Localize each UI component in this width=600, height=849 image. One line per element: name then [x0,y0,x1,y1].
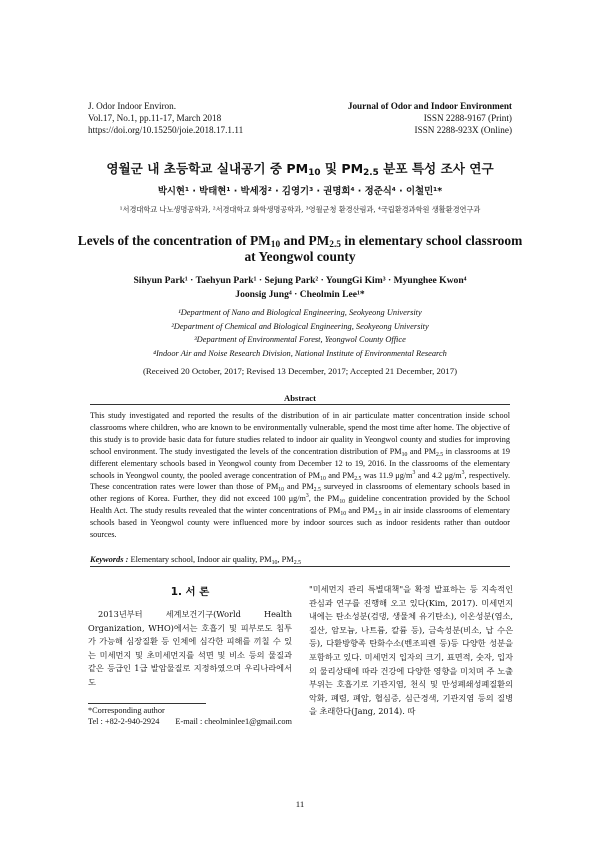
journal-header-right [348,100,512,136]
page-number: 11 [295,799,305,809]
footnote-label: *Corresponding author [88,706,165,715]
korean-affiliations: ¹서경대학교 나노생명공학과, ²서경대학교 화학생명공학과, ³영월군청 환경산림과, ⁴국립환경과학원 생활환경연구과 [119,205,481,214]
english-affiliations [60,306,540,360]
affiliation: ⁴Indoor Air and Noise Research Division, National Institute of Environmental Research [153,348,447,358]
footnote-rule [88,703,206,704]
abstract-body: This study investigated and reported the results of the distribution of in air particulate matter concentration inside school classrooms where children, who are known to be environmentally vulnerable, spend the most time after home. The objective of this study is to provide basic data for future studies related to indoor air quality in Yeongwol county and studies for improving school environment. The study investigated the levels of the concentration distribution of $PM_{10}$ and $PM_{2.5}$ in classrooms at 19 different elementary schools based in Yeongwol county from December 12 to 19, 2016. In the classrooms of the elementary schools in Yeongwol county, the pooled average concentration of $PM_{10}$ and $PM_{2.5}$ was 11.9 $\mu g/m^3$ and 4.2 $\mu g/m^3$, respectively. These concentration rates were lower than those of $PM_{10}$ and $PM_{2.5}$ surveyed in classrooms of elementary schools based in other regions of Korea. Further, they did not exceed 100 $\mu g/m^3$, the $PM_{10}$ guideline concentration provided by the School Health Act. The study results revealed that the winter concentrations of $PM_{10}$ and $PM_{2.5}$ in air inside classrooms of elementary schools based in Yeongwol county were influenced more by indoor sources such as indoor residents rather than outdoor sources. [90,411,511,540]
intro-right-column: "미세먼지 관리 특별대책"을 확정 발표하는 등 지속적인 관심과 연구를 진행해 오고 있다(Kim, 2017). 미세먼지 내에는 탄소성분(검댕, 생물체 유기탄소), 이온성분(염소, 질산, 암모늄, 나트륨, 칼륨 등), 금속성분(비소, 납 수은 등), 다환방향족 탄화수소(벤조피렌 등)등 다양한 성분을 포함하고 있다. 미세먼지 입자의 크기, 표면적, 숫자, 입자의 물리상태에 따라 건강에 다양한 영향을 미치며 주 노출부위는 호흡기로 기관지염, 천식 및 만성폐쇄성폐질환의 악화, 폐렴, 폐암, 협심증, 심근경색, 기관지염 등의 질병을 초래한다(Jang, 2014). 따 [309,584,513,717]
korean-title: 영월군 내 초등학교 실내공기 중 $PM_{10}$ 및 $PM_{2.5}$ 분포 특성 조사 연구 [106,161,494,178]
section-title-introduction: 1. 서 론 [170,586,210,598]
affiliation: ²Department of Chemical and Biological Engineering, Seokyeong University [171,321,429,331]
footnote-tel: Tel : +82-2-940-2924 [88,716,160,726]
issn-online: ISSN 2288-923X (Online) [414,125,512,135]
issn-print: ISSN 2288-9167 (Print) [423,113,512,123]
affiliation: ³Department of Environmental Forest, Yeongwol County Office [194,335,406,345]
abstract-top-rule [90,404,510,405]
abstract-bottom-rule [90,566,510,567]
journal-name: Journal of Odor and Indoor Environment [347,101,512,111]
intro-left-column: 2013년부터 세계보건기구(World Health Organization, WHO)에서는 호흡기 및 피부로도 침투가 가능해 심장질환 등 인체에 심각한 피해를 끼칠 수 있는 미세먼지 및 초미세먼지를 석면 및 비소 등의 물질과 같은 등급인 1급 발암물질로 지정하였으며 우리나라에서도 [88,609,292,687]
english-authors: Sihyun Park¹ · Taehyun Park¹ · Sejung Park² · YoungGi Kim³ · Myunghee Kwon⁴ Joonsig Jung⁴ · Cheolmin Lee¹* [133,275,467,300]
korean-authors: 박시현¹ · 박태현¹ · 박세정² · 김영기³ · 권명희⁴ · 정준식⁴ · 이철민¹* [157,186,443,197]
corresponding-author-footnote [88,706,303,727]
doi-link[interactable]: https://doi.org/10.15250/joie.2018.17.1.11 [88,125,244,135]
english-title: Levels of the concentration of $PM_{10}$ and $PM_{2.5}$ in elementary school classroom at Yeongwol county [77,233,523,264]
keywords: Keywords : Elementary school, Indoor air quality, $PM_{10}$, $PM_{2.5}$ [90,555,302,566]
journal-header-left [88,100,243,136]
abstract-heading: Abstract [284,393,316,403]
received-dates: (Received 20 October, 2017; Revised 13 December, 2017; Accepted 21 December, 2017) [142,366,458,376]
footnote-email[interactable]: E-mail : cheolminlee1@gmail.com [175,716,293,726]
journal-abbrev: J. Odor Indoor Environ. [88,101,177,111]
affiliation: ¹Department of Nano and Biological Engineering, Seokyeong University [178,308,422,317]
volume-info: Vol.17, No.1, pp.11-17, March 2018 [88,113,222,123]
